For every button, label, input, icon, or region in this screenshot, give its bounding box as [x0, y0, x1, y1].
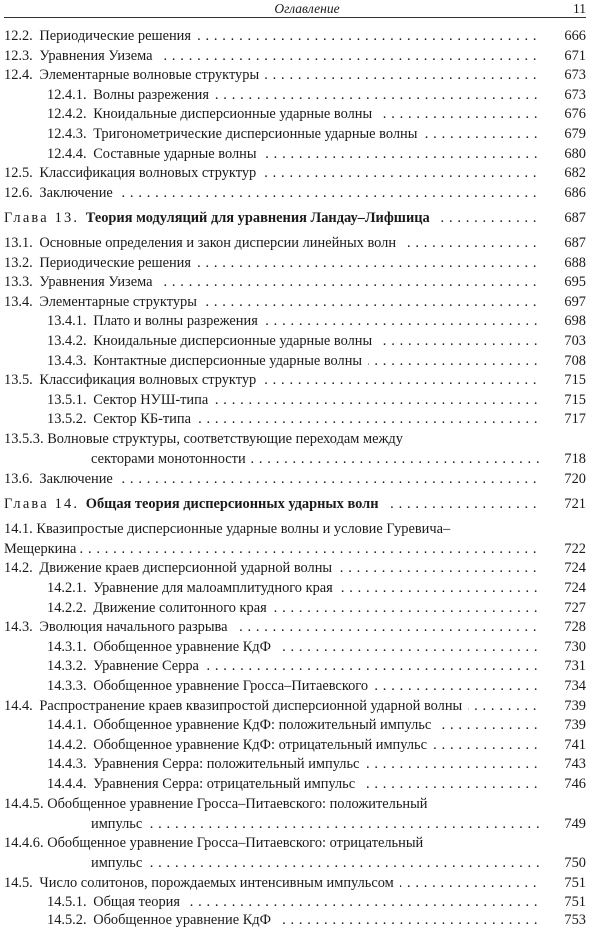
toc-page-ref: 695 — [564, 274, 586, 291]
toc-entry-12-4[interactable]: 12.4. Элементарные волновые структуры . . . 673 — [4, 65, 586, 85]
toc-page-ref: 666 — [564, 28, 586, 44]
toc-entry-14-4-4[interactable]: 14.4.4. Уравнения Серра: отрицательный импульс . . . 746 — [4, 774, 586, 794]
toc-entry-14-2-1[interactable]: 14.2.1. Уравнение для малоамплитудного края . . . 724 — [4, 578, 586, 598]
toc-entry-12-4-2[interactable]: 12.4.2. Кноидальные дисперсионные ударные волны . . . 676 — [4, 104, 586, 124]
toc-page-ref: 717 — [564, 411, 586, 428]
toc-page-ref: 721 — [564, 496, 586, 512]
toc-entry-12-6[interactable]: 12.6. Заключение . . . 686 — [4, 183, 586, 203]
toc-entry-12-4-1[interactable]: 12.4.1. Волны разрежения . . . 673 — [4, 85, 586, 105]
toc-page-ref: 739 — [564, 717, 586, 734]
toc-entry-13-4-1[interactable]: 13.4.1. Плато и волны разрежения . . . 698 — [4, 311, 586, 331]
toc-entry-14-4-1[interactable]: 14.4.1. Обобщенное уравнение КдФ: положительный импульс . . . 739 — [4, 715, 586, 735]
toc-entry-13-5-2[interactable]: 13.5.2. Сектор КБ-типа . . . 717 — [4, 409, 586, 429]
toc-entry-14-5[interactable]: 14.5. Число солитонов, порождаемых интенсивным импульсом . . . 751 — [4, 873, 586, 893]
toc-page-ref: 727 — [564, 599, 586, 616]
toc-page-ref: 688 — [564, 254, 586, 271]
toc-page-ref: 697 — [564, 293, 586, 310]
toc-entry-12-3[interactable]: 12.3. Уравнения Уизема . . . 671 — [4, 46, 586, 66]
toc-entry-13-4-2[interactable]: 13.4.2. Кноидальные дисперсионные ударные волны . . . 703 — [4, 331, 586, 351]
toc-entry-14-4-5[interactable]: 14.4.5. Обобщенное уравнение Гросса–Питаевского: положительный импульс . . . 749 — [4, 794, 586, 834]
toc-page-ref: 673 — [564, 67, 586, 84]
toc-entry-14-2[interactable]: 14.2. Движение краев дисперсионной ударной волны . . . 724 — [4, 558, 586, 578]
toc-entry-12-2[interactable]: 12.2. Периодические решения . . . 666 — [4, 26, 586, 46]
toc-page-ref: 751 — [564, 874, 586, 891]
toc-entry-14-2-2[interactable]: 14.2.2. Движение солитонного края . . . 727 — [4, 598, 586, 618]
toc-page-ref: 676 — [564, 106, 586, 123]
toc-page-ref: 750 — [564, 855, 586, 872]
toc-entry-12-4-4[interactable]: 12.4.4. Составные ударные волны . . . 680 — [4, 144, 586, 164]
toc-entry-13-5-3[interactable]: 13.5.3. Волновые структуры, соответствующие переходам между секторами монотонности . . . 718 — [4, 429, 586, 469]
toc-page-ref: 708 — [564, 352, 586, 369]
toc-page-ref: 731 — [564, 658, 586, 675]
toc-entry-14-5-1[interactable]: 14.5.1. Общая теория . . . 751 — [4, 892, 586, 912]
toc-entry-13-5[interactable]: 13.5. Классификация волновых структур . . . 715 — [4, 370, 586, 390]
toc-entry-12-5[interactable]: 12.5. Классификация волновых структур . . . 682 — [4, 163, 586, 183]
toc-page-ref: 715 — [564, 372, 586, 389]
toc-page-ref: 698 — [564, 313, 586, 330]
toc-entry-14-4-2[interactable]: 14.4.2. Обобщенное уравнение КдФ: отрицательный импульс . . . 741 — [4, 735, 586, 755]
toc-page-ref: 720 — [564, 470, 586, 487]
toc-page-ref: 724 — [564, 560, 586, 577]
toc-page-ref: 680 — [564, 145, 586, 162]
toc-entry-13-2[interactable]: 13.2. Периодические решения . . . 688 — [4, 253, 586, 273]
toc-page-ref: 739 — [564, 697, 586, 714]
running-header — [0, 0, 614, 16]
toc-page-ref: 715 — [564, 391, 586, 408]
toc-page-ref: 753 — [564, 912, 586, 928]
toc-entry-14-4-3[interactable]: 14.4.3. Уравнения Серра: положительный импульс . . . 743 — [4, 754, 586, 774]
toc-page-ref: 679 — [564, 126, 586, 142]
page-number: 11 — [573, 1, 586, 16]
toc-entry-14-3-2[interactable]: 14.3.2. Уравнение Серра . . . 731 — [4, 656, 586, 676]
toc-page-ref: 741 — [564, 736, 586, 753]
toc-entry-12-4-3[interactable]: 12.4.3. Тригонометрические дисперсионные ударные волны . . . 679 — [4, 124, 586, 144]
toc-entry-14-3-3[interactable]: 14.3.3. Обобщенное уравнение Гросса–Питаевского . . . 734 — [4, 676, 586, 696]
header-rule — [4, 17, 586, 18]
toc-page-ref: 718 — [564, 451, 586, 467]
toc-entry-13-1[interactable]: 13.1. Основные определения и закон дисперсии линейных волн . . . 687 — [4, 233, 586, 253]
toc-page-ref: 671 — [564, 47, 586, 64]
toc-entry-13-4[interactable]: 13.4. Элементарные структуры . . . 697 — [4, 292, 586, 312]
toc-entry-14-3[interactable]: 14.3. Эволюция начального разрыва . . . 728 — [4, 617, 586, 637]
toc-page-ref: 734 — [564, 678, 586, 694]
toc-chapter-14[interactable]: Глава 14. Общая теория дисперсионных ударных волн . . . 721 — [4, 494, 586, 514]
toc-page-ref: 722 — [564, 540, 586, 557]
toc-entry-14-3-1[interactable]: 14.3.1. Обобщенное уравнение КдФ . . . 730 — [4, 637, 586, 657]
toc-entry-14-1[interactable]: 14.1. Квазипростые дисперсионные ударные волны и условие Гуревича– Мещеркина . . . 722 — [4, 519, 586, 559]
toc-page-ref: 703 — [564, 333, 586, 349]
toc-entry-13-6[interactable]: 13.6. Заключение . . . 720 — [4, 469, 586, 489]
toc-page-ref: 730 — [564, 638, 586, 655]
toc-page-ref: 743 — [564, 756, 586, 773]
toc-page-ref: 728 — [564, 619, 586, 636]
toc-entry-13-5-1[interactable]: 13.5.1. Сектор НУШ-типа . . . 715 — [4, 390, 586, 410]
toc-entry-13-4-3[interactable]: 13.4.3. Контактные дисперсионные ударные волны . . . 708 — [4, 351, 586, 371]
toc-chapter-13[interactable]: Глава 13. Теория модуляций для уравнения Ландау–Лифшица . . . 687 — [4, 208, 586, 228]
toc-entry-14-5-2[interactable]: 14.5.2. Обобщенное уравнение КдФ . . . 753 — [4, 910, 586, 930]
toc-page-ref: 751 — [564, 894, 586, 911]
toc-entry-13-3[interactable]: 13.3. Уравнения Уизема . . . 695 — [4, 272, 586, 292]
toc-entry-14-4[interactable]: 14.4. Распространение краев квазипростой дисперсионной ударной волны . . . 739 — [4, 696, 586, 716]
toc-page-ref: 682 — [564, 165, 586, 182]
toc-page-ref: 673 — [564, 86, 586, 103]
running-header-title: Оглавление — [274, 1, 340, 16]
toc-page-ref: 724 — [564, 580, 586, 596]
toc-page-ref: 746 — [564, 776, 586, 792]
toc-page-ref: 749 — [564, 815, 586, 832]
toc-page-ref: 687 — [564, 235, 586, 251]
toc-entry-14-4-6[interactable]: 14.4.6. Обобщенное уравнение Гросса–Питаевского: отрицательный импульс . . . 750 — [4, 833, 586, 873]
toc-page-ref: 687 — [564, 210, 586, 226]
toc-page-ref: 686 — [564, 184, 586, 201]
